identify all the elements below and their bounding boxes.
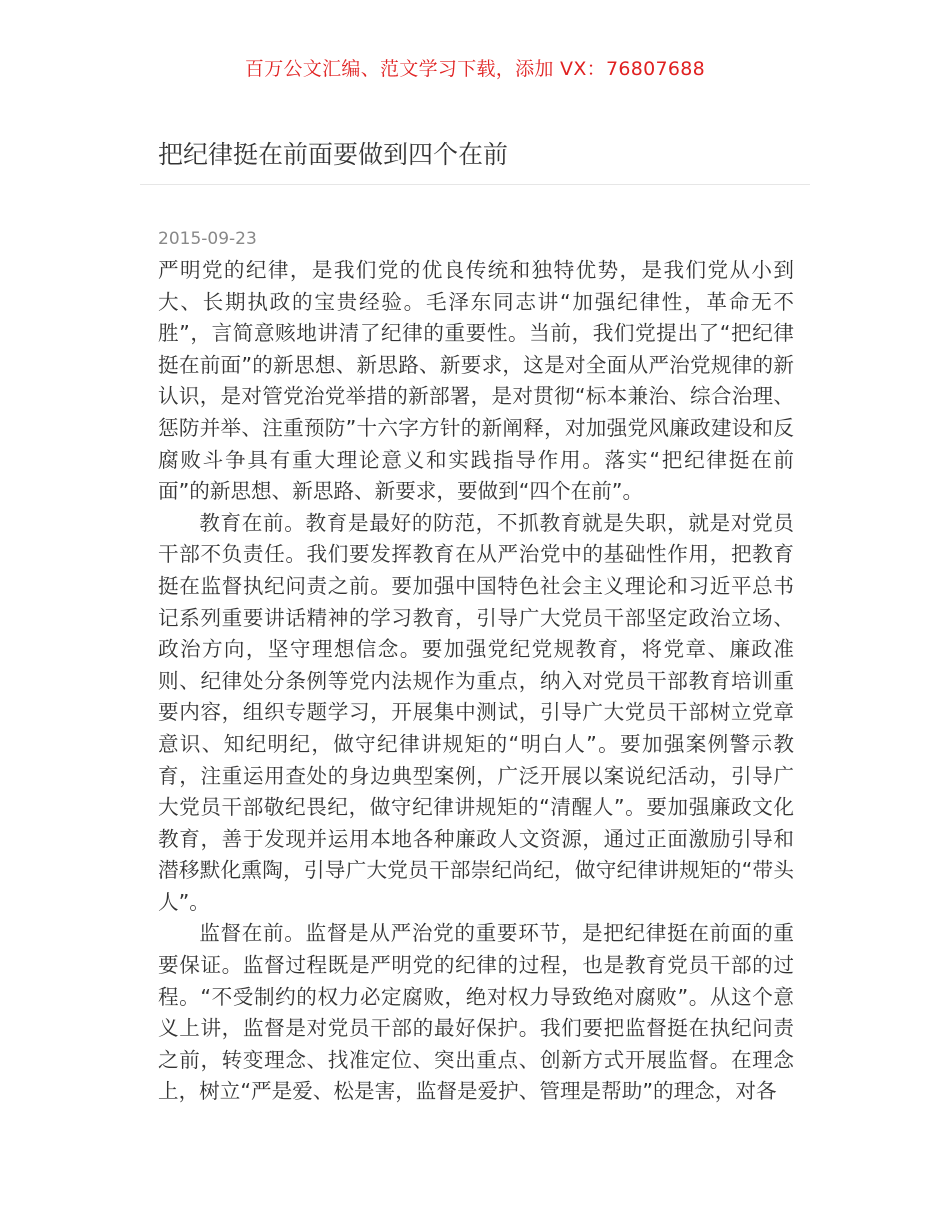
article-paragraph: 教育在前。教育是最好的防范，不抓教育就是失职，就是对党员干部不负责任。我们要发挥教育在从严治党中的基础性作用，把教育挺在监督执纪问责之前。要加强中国特色社会主义理论和习近平总书记系列重要讲话精神的学习教育，引导广大党员干部坚定政治立场、政治方向，坚守理想信念。要加强党纪党规教育，将党章、廉政准则、纪律处分条例等党内法规作为重点，纳入对党员干部教育培训重要内容，组织专题学习，开展集中测试，引导广大党员干部树立党章意识、知纪明纪，做守纪律讲规矩的“明白人”。要加强案例警示教育，注重运用查处的身边典型案例，广泛开展以案说纪活动，引导广大党员干部敬纪畏纪，做守纪律讲规矩的“清醒人”。要加强廉政文化教育，善于发现并运用本地各种廉政人文资源，通过正面激励引导和潜移默化熏陶，引导广大党员干部崇纪尚纪，做守纪律讲规矩的“带头人”。 <box>158 510 794 914</box>
article-paragraph: 严明党的纪律，是我们党的优良传统和独特优势，是我们党从小到大、长期执政的宝贵经验。毛泽东同志讲“加强纪律性，革命无不胜”，言简意赅地讲清了纪律的重要性。当前，我们党提出了“把纪律挺在前面”的新思想、新思路、新要求，这是对全面从严治党规律的新认识，是对管党治党举措的新部署，是对贯彻“标本兼治、综合治理、惩防并举、注重预防”十六字方针的新阐释，对加强党风廉政建设和反腐败斗争具有重大理论意义和实践指导作用。落实“把纪律挺在前面”的新思想、新思路、新要求，要做到“四个在前”。 <box>158 258 794 504</box>
publish-date: 2015-09-23 <box>158 229 257 249</box>
title-divider <box>140 184 810 185</box>
article-paragraph: 监督在前。监督是从严治党的重要环节，是把纪律挺在前面的重要保证。监督过程既是严明党的纪律的过程，也是教育党员干部的过程。“不受制约的权力必定腐败，绝对权力导致绝对腐败”。从这个意义上讲，监督是对党员干部的最好保护。我们要把监督挺在执纪问责之前，转变理念、找准定位、突出重点、创新方式开展监督。在理念上，树立“严是爱、松是害，监督是爱护、管理是帮助”的理念，对各 <box>158 921 794 1104</box>
promo-banner: 百万公文汇编、范文学习下载，添加 VX：76807688 <box>244 58 706 80</box>
article-title: 把纪律挺在前面要做到四个在前 <box>158 140 509 169</box>
article-body <box>158 255 794 1115</box>
